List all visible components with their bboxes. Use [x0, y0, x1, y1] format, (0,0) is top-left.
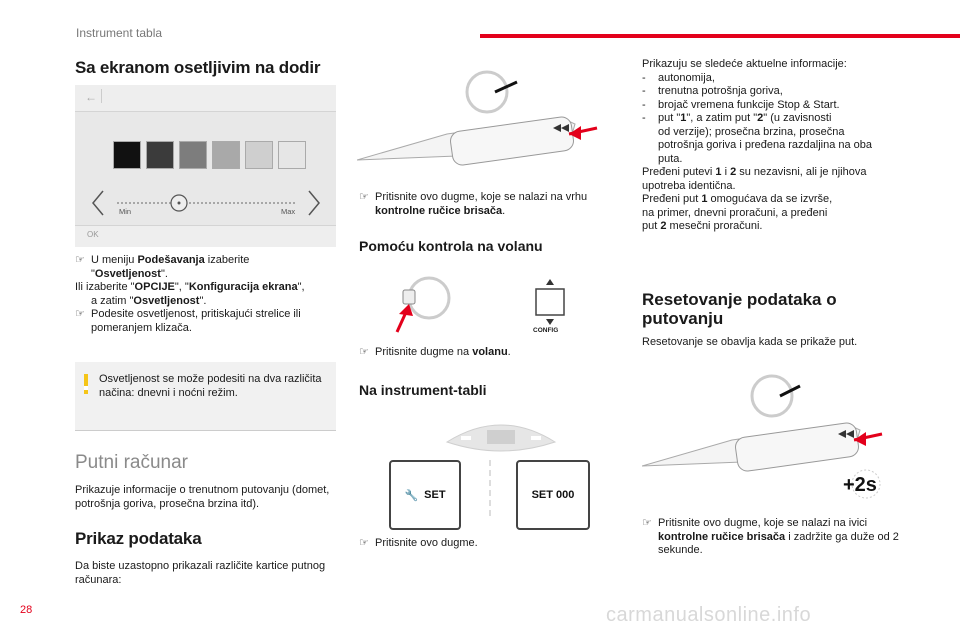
pointing-hand-icon: ☞ [359, 537, 369, 549]
divider [75, 430, 336, 431]
screen-top-bar [75, 85, 336, 112]
watermark: carmanualsonline.info [606, 604, 812, 626]
config-label: CONFIG [533, 327, 559, 334]
swatch-1[interactable] [113, 141, 141, 169]
reset-instruction: ☞ Pritisnite ovo dugme, koje se nalazi na ivici kontrolne ručice brisača i zadržite ga duže od 2 sekunde. [642, 517, 899, 556]
stalk-instruction: ☞ Pritisnite ovo dugme, koje se nalazi na vrhu kontrolne ručice brisača. [359, 191, 588, 217]
divider [101, 89, 102, 103]
dashed-divider [485, 460, 495, 520]
brightness-slider[interactable] [75, 185, 336, 221]
steering-wheel-illustration [395, 276, 455, 338]
cluster-instruction: ☞ Pritisnite ovo dugme. [359, 537, 478, 549]
info-note [75, 362, 336, 430]
plus-2s-label: +2s [843, 474, 877, 496]
swatch-4[interactable] [212, 141, 240, 169]
chevron-right-icon [309, 191, 319, 215]
page-number: 28 [20, 604, 33, 616]
config-button-icon [530, 279, 570, 327]
back-arrow-icon[interactable]: ← [85, 90, 97, 104]
ok-button[interactable]: OK [87, 230, 99, 239]
pointing-hand-icon: ☞ [359, 191, 369, 203]
info-icon [84, 374, 88, 394]
wheel-instruction: ☞ Pritisnite dugme na volanu. [359, 346, 511, 358]
min-label: Min [119, 207, 132, 216]
reset-title: Resetovanje podataka o putovanju [642, 290, 837, 328]
instrument-cluster-icon [443, 418, 559, 456]
reset-intro: Resetovanje se obavlja kada se prikaže put. [642, 336, 858, 348]
set-button[interactable]: 🔧 SET [389, 460, 461, 530]
brightness-screen [75, 85, 336, 246]
chevron-left-icon [93, 191, 103, 215]
wrench-icon: 🔧 [404, 489, 419, 502]
info-text: Osvetljenost se može podesiti na dva različita načina: dnevni i noćni režim. [99, 373, 322, 399]
wheel-controls-title: Pomoću kontrola na volanu [359, 238, 543, 254]
swatch-2[interactable] [146, 141, 174, 169]
steering-wheel-icon [467, 72, 507, 112]
pointing-hand-icon: ☞ [75, 254, 85, 266]
header-accent-bar [480, 34, 960, 38]
brightness-title: Sa ekranom osetljivim na dodir [75, 58, 321, 77]
max-label: Max [281, 207, 296, 216]
info-list: Prikazuju se sledeće aktuelne informacije: - autonomija, - trenutna potrošnja goriva, - brojač vremena funkcije Stop & Start. - put "1", a zatim put "2" (u zavisnosti od verzije); prosečna brzina, prosečna potrošnja goriva i pređena razdaljina na oba puta. Pređeni putevi 1 i 2 su nezavisni, ali je njihova upotreba identična. Pređeni put 1 omogućava da se izvrše, na primer, dnevni proračuni, a pređeni put 2 mesečni proračuni. [642, 58, 873, 232]
pointing-hand-icon: ☞ [642, 517, 652, 529]
pointing-hand-icon: ☞ [75, 308, 85, 320]
screen-bottom-bar [75, 225, 336, 247]
set-000-button[interactable]: SET 000 [516, 460, 590, 530]
display-data-text: Da biste uzastopno prikazali različite kartice putnog računara: [75, 560, 326, 586]
wiper-stalk-illustration [357, 64, 607, 174]
display-data-title: Prikaz podataka [75, 529, 202, 548]
trip-intro: Prikazuje informacije o trenutnom putovanju (domet, potrošnja goriva, prosečna brzina itd). [75, 484, 330, 510]
brightness-steps: ☞ U meniju Podešavanja izaberite "Osvetljenost". Ili izaberite "OPCIJE", "Konfiguracija ekrana", a zatim "Osvetljenost". ☞ Podesite osvetljenost, pritiskajući strelice ili pomeranjem klizača. [75, 254, 305, 334]
pointing-hand-icon: ☞ [359, 346, 369, 358]
swatch-5[interactable] [245, 141, 273, 169]
swatch-6[interactable] [278, 141, 306, 169]
cluster-title: Na instrument-tabli [359, 382, 487, 398]
swatch-3[interactable] [179, 141, 207, 169]
trip-computer-title: Putni računar [75, 452, 189, 473]
steering-wheel-icon [752, 376, 792, 416]
section-header: Instrument tabla [76, 26, 163, 40]
